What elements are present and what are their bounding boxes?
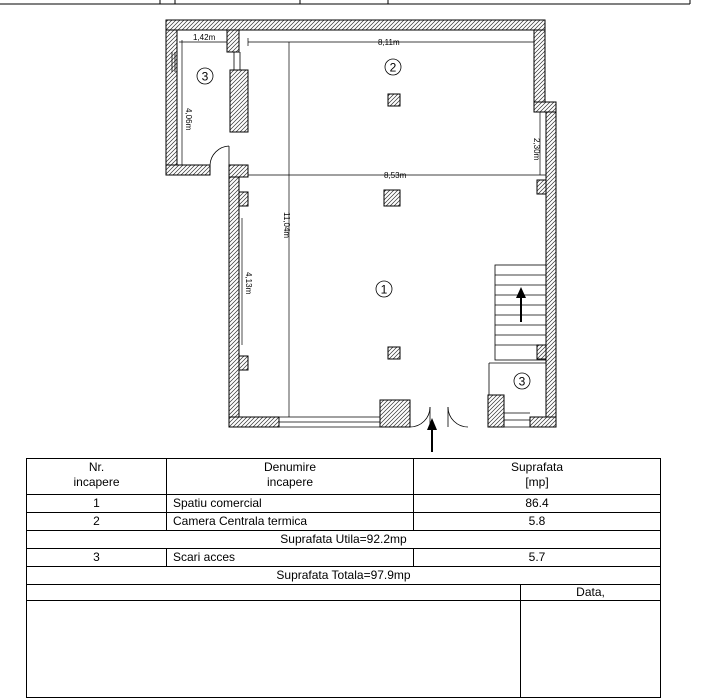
dimension-label: 11,04m <box>282 212 291 239</box>
header-nr: Nr. incapere <box>27 459 167 495</box>
signature-header-row <box>27 585 661 601</box>
area-table <box>26 458 661 698</box>
table-row: 1 Spatiu comercial 86.4 <box>27 495 661 513</box>
table-row: 2 Camera Centrala termica 5.8 <box>27 513 661 531</box>
dimension-label: 8,53m <box>384 171 407 180</box>
date-area <box>521 601 661 698</box>
title-block-edge <box>0 0 690 4</box>
room-number: 3 <box>518 374 526 389</box>
signature-area <box>27 601 521 698</box>
walls <box>166 20 556 427</box>
dimension-label: 2,30m <box>532 138 541 161</box>
dimension-label: 1,42m <box>193 33 216 42</box>
signature-body-row <box>27 601 661 698</box>
total-row: Suprafata Totala=97.9mp <box>27 567 661 585</box>
date-label: Data, <box>521 585 661 601</box>
header-area: Suprafata [mp] <box>414 459 661 495</box>
header-name: Denumire incapere <box>167 459 414 495</box>
entrance-arrow-icon <box>427 418 437 452</box>
room-number: 2 <box>389 60 397 75</box>
subtotal-row: Suprafata Utila=92.2mp <box>27 531 661 549</box>
table-row: 3 Scari acces 5.7 <box>27 549 661 567</box>
room-number: 3 <box>201 69 209 84</box>
table-header-row <box>27 459 661 495</box>
stair-arrow-icon <box>516 287 526 322</box>
dimension-label: 4,13m <box>244 272 253 295</box>
dimension-label: 4,06m <box>184 108 193 131</box>
windows <box>172 52 530 427</box>
room-number: 1 <box>380 282 388 297</box>
dimension-label: 8,11m <box>378 38 400 47</box>
